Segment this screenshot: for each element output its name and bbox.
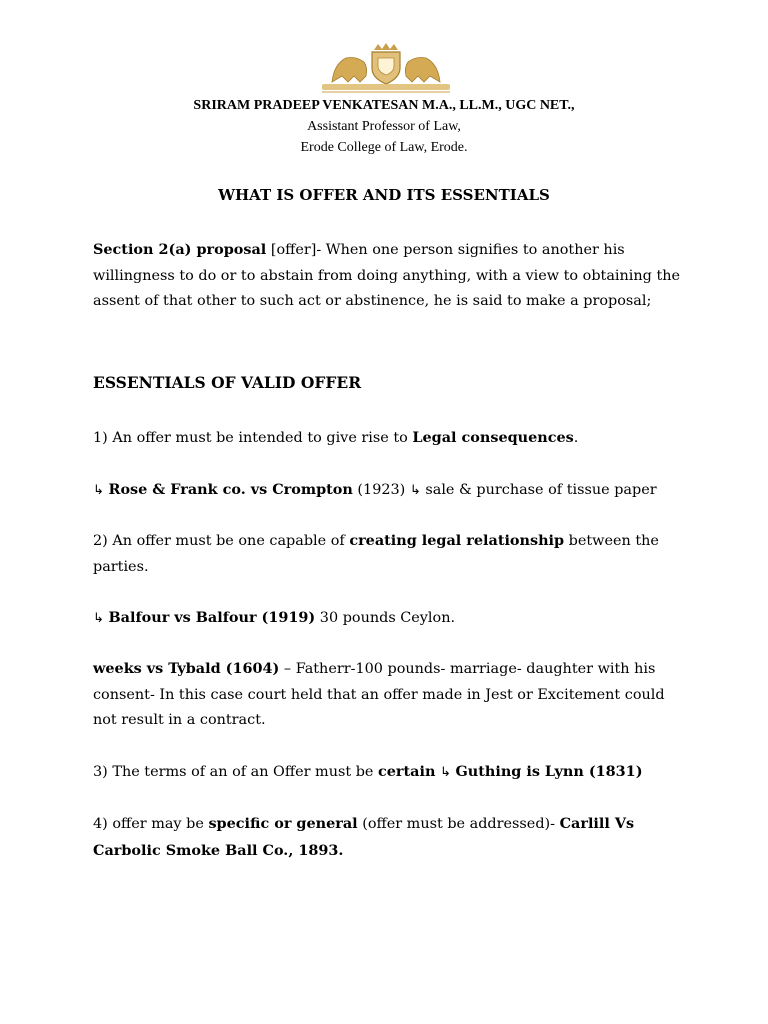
author-block <box>0 96 768 158</box>
arrow-icon: ↳ <box>409 483 421 498</box>
essentials-heading: ESSENTIALS OF VALID OFFER <box>93 373 362 392</box>
point-2-case-2: weeks vs Tybald (1604) – Fatherr-100 pounds- marriage- daughter with his consent- In this case court held that an offer made in Jest or Excitement could not result in a contract. <box>93 660 665 729</box>
point-4: 4) offer may be specific or general (offer must be addressed)- Carlill Vs Carbolic Smoke Ball Co., 1893. <box>93 815 635 859</box>
point-2-keyword: creating legal relationship <box>349 532 565 549</box>
case-name: weeks vs Tybald (1604) <box>93 660 280 677</box>
author-name: SRIRAM PRADEEP VENKATESAN M.A., LL.M., UGC NET., <box>193 98 575 113</box>
point-1-case: ↳ Rose & Frank co. vs Crompton (1923) ↳ sale & purchase of tissue paper <box>93 481 657 498</box>
case-name: Guthing is Lynn (1831) <box>455 763 643 780</box>
case-name: Rose & Frank co. vs Crompton <box>108 481 353 498</box>
arrow-icon: ↳ <box>440 765 451 780</box>
arrow-icon: ↳ <box>93 483 104 498</box>
definition-paragraph <box>93 237 683 315</box>
page-title: WHAT IS OFFER AND ITS ESSENTIALS <box>218 186 550 204</box>
author-designation: Assistant Professor of Law, <box>307 119 461 134</box>
author-institution: Erode College of Law, Erode. <box>300 140 468 155</box>
point-4-keyword: specific or general <box>208 815 358 832</box>
definition-label: Section 2(a) proposal <box>93 241 267 258</box>
point-2: 2) An offer must be one capable of creating legal relationship between the parties. <box>93 532 659 575</box>
case-name: Balfour vs Balfour (1919) <box>108 609 316 626</box>
point-1: 1) An offer must be intended to give rise to Legal consequences. <box>93 429 579 446</box>
point-2-case: ↳ Balfour vs Balfour (1919) 30 pounds Ceylon. <box>93 609 456 626</box>
definition-text: [offer]- When one person signifies to another his willingness to do or to abstain from doing anything, with a view to obtaining the assent of that other to such act or abstinence, he is said to make a proposal; <box>93 242 681 310</box>
case-name: Carlill Vs Carbolic Smoke Ball Co., 1893. <box>93 815 635 859</box>
college-logo <box>312 42 460 94</box>
point-1-keyword: Legal consequences <box>412 429 574 446</box>
arrow-icon: ↳ <box>93 611 104 626</box>
point-3-keyword: certain <box>378 763 436 780</box>
law-college-emblem-icon <box>312 42 460 94</box>
point-3: 3) The terms of an of an Offer must be certain ↳ Guthing is Lynn (1831) <box>93 763 643 780</box>
